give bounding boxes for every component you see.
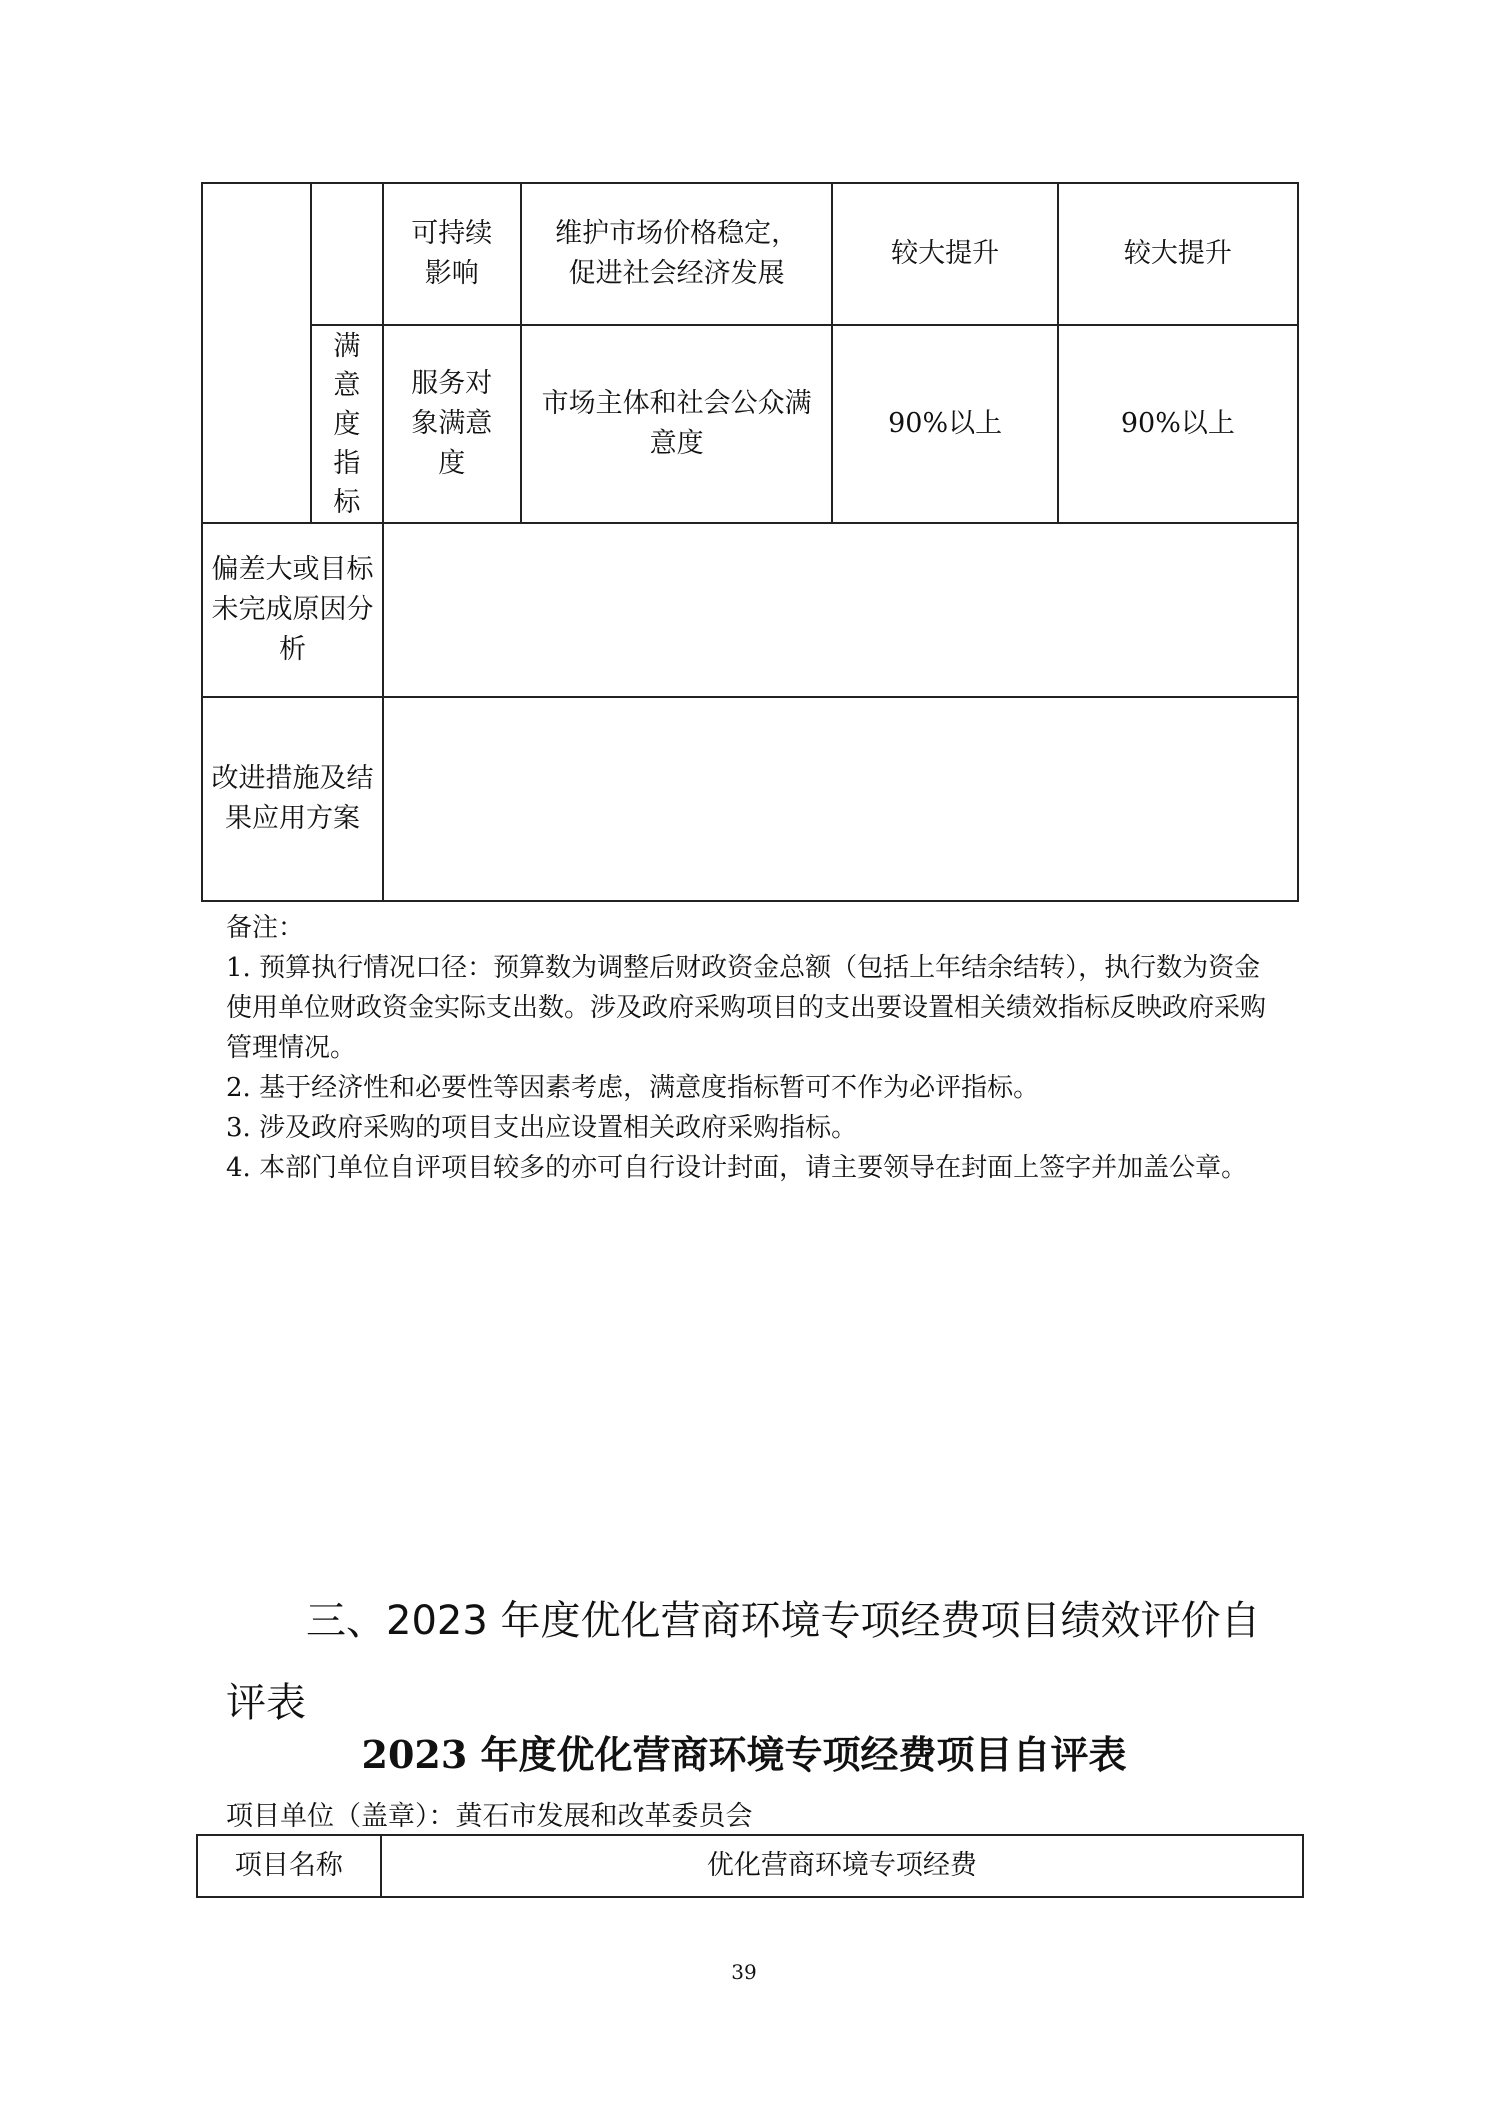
note-item: 2. 基于经济性和必要性等因素考虑，满意度指标暂可不作为必评指标。: [226, 1073, 1040, 1103]
note-item: 4. 本部门单位自评项目较多的亦可自行设计封面，请主要领导在封面上签字并加盖公章。: [226, 1153, 1248, 1183]
actual-cell: 较大提升: [1058, 183, 1298, 325]
satisfaction-category-cell: [311, 325, 383, 523]
section-heading: 三、2023 年度优化营商环境专项经费项目绩效评价自评表: [226, 1598, 1261, 1726]
improvement-value-cell: [383, 697, 1298, 901]
note-item: 3. 涉及政府采购的项目支出应设置相关政府采购指标。: [226, 1113, 858, 1143]
indicator-text: 服务对象满意度: [411, 368, 493, 479]
notes-heading: 备注：: [226, 913, 305, 943]
deviation-value-cell: [383, 523, 1298, 697]
table-title: 2023 年度优化营商环境专项经费项目自评表: [361, 1732, 1127, 1777]
deviation-label-cell: [202, 523, 383, 697]
project-name-label: 项目名称: [197, 1835, 381, 1897]
content-text: 维护市场价格稳定，促进社会经济发展: [555, 218, 799, 289]
indicator-cell: [383, 183, 521, 325]
project-unit-line: 项目单位（盖章）：黄石市发展和改革委员会: [226, 1801, 753, 1832]
satisfaction-category-text: 满意度指标: [333, 330, 361, 518]
target-cell: 90%以上: [832, 325, 1057, 523]
actual-cell: 90%以上: [1058, 325, 1298, 523]
improvement-label: 改进措施及结果应用方案: [211, 763, 374, 834]
level1-category-cell: [202, 183, 311, 523]
indicator-cell: [383, 325, 521, 523]
target-cell: 较大提升: [832, 183, 1057, 325]
content-cell: [521, 325, 833, 523]
improvement-label-cell: [202, 697, 383, 901]
deviation-label: 偏差大或目标未完成原因分析: [211, 554, 374, 665]
notes: [226, 908, 1266, 1188]
level2-category-cell: [311, 183, 383, 325]
content-text: 市场主体和社会公众满意度: [541, 388, 812, 459]
project-table: [196, 1834, 1304, 1898]
page-number: 39: [731, 1960, 757, 1984]
note-item: 1. 预算执行情况口径：预算数为调整后财政资金总额（包括上年结余结转），执行数为资金使用单位财政资金实际支出数。涉及政府采购项目的支出要设置相关绩效指标反映政府采购管理情况。: [226, 953, 1267, 1063]
indicator-text: 可持续影响: [411, 218, 493, 289]
project-name-value: 优化营商环境专项经费: [381, 1835, 1303, 1897]
indicator-table: [201, 182, 1299, 902]
content-cell: [521, 183, 833, 325]
